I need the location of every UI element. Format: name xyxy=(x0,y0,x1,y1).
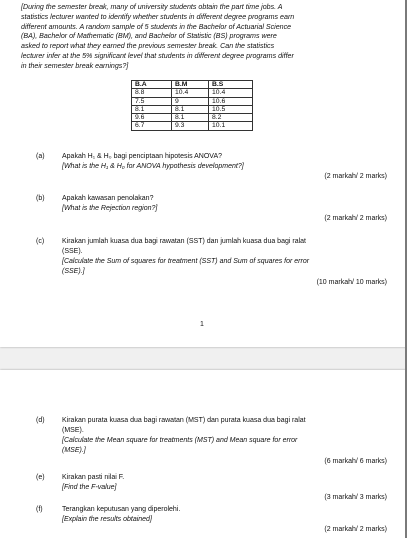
question-text-ms: Kirakan pasti nilai F. xyxy=(62,474,125,481)
table-cell: 9.3 xyxy=(172,122,209,130)
table-row xyxy=(132,122,253,130)
table-row xyxy=(132,105,253,113)
exam-page-2 xyxy=(0,370,407,538)
table-row xyxy=(132,114,253,122)
intro-line: in their semester break earnings?] xyxy=(21,61,129,70)
table-cell: 10.4 xyxy=(172,89,209,97)
question-f xyxy=(36,505,387,535)
earnings-table xyxy=(131,80,253,131)
table-cell: 10.1 xyxy=(209,122,253,130)
question-text-ms: Kirakan jumlah kuasa dua bagi rawatan (SST) dan jumlah kuasa dua bagi ralat xyxy=(62,238,306,245)
question-text-en: [Calculate the Mean square for treatments (MST) and Mean square for error xyxy=(62,437,298,444)
marks-label: (6 markah/ 6 marks) xyxy=(324,458,387,465)
question-e xyxy=(36,473,387,503)
table-header-cell: B.M xyxy=(172,81,209,89)
table-cell: 10.4 xyxy=(209,89,253,97)
table-header-cell: B.A xyxy=(132,81,172,89)
table-row xyxy=(132,89,253,97)
question-text-ms: (MSE). xyxy=(62,427,84,434)
marks-label: (2 markah/ 2 marks) xyxy=(324,526,387,533)
question-label: (d) xyxy=(36,417,45,424)
question-text-en: [Explain the results obtained] xyxy=(62,516,152,523)
question-label: (a) xyxy=(36,153,45,160)
table-header-cell: B.S xyxy=(209,81,253,89)
marks-label: (2 markah/ 2 marks) xyxy=(324,215,387,222)
question-label: (b) xyxy=(36,195,45,202)
table-cell: 10.6 xyxy=(209,97,253,105)
intro-line: different amounts. A random sample of 5 students in the Bachelor of Actuarial Science xyxy=(21,22,292,31)
question-label: (c) xyxy=(36,238,45,245)
page-number: 1 xyxy=(200,321,204,328)
question-label: (e) xyxy=(36,474,45,481)
intro-line: (BA), Bachelor of Mathematic (BM), and Bachelor of Statistic (BS) programs were xyxy=(21,32,277,41)
table-cell: 8.8 xyxy=(132,89,172,97)
question-c xyxy=(36,237,387,287)
question-text-en: [Find the F-value] xyxy=(62,484,117,491)
question-a xyxy=(36,152,387,182)
question-label: (f) xyxy=(36,506,43,513)
table-row xyxy=(132,97,253,105)
question-text-ms: Apakah kawasan penolakan? xyxy=(62,195,154,202)
question-d xyxy=(36,416,387,466)
question-text-en: (SSE).] xyxy=(62,268,85,275)
question-text-en: (MSE).] xyxy=(62,447,86,454)
question-text-ms: Kirakan purata kuasa dua bagi rawatan (MST) dan purata kuasa dua bagi ralat xyxy=(62,417,306,424)
table-cell: 8.1 xyxy=(132,105,172,113)
table-cell: 10.5 xyxy=(209,105,253,113)
intro-line: [During the semester break, many of university students obtain the part time jobs. A xyxy=(21,3,283,11)
table-header-row xyxy=(132,81,253,89)
intro-line: asked to report what they earned the previous semester break. Can the statistics xyxy=(21,42,275,51)
question-text-en: [What is the H₁ & H₀ for ANOVA hypothesis development?] xyxy=(62,163,244,170)
question-text-ms: Terangkan keputusan yang diperolehi. xyxy=(62,506,181,513)
marks-label: (2 markah/ 2 marks) xyxy=(324,173,387,180)
table-cell: 8.1 xyxy=(172,105,209,113)
marks-label: (3 markah/ 3 marks) xyxy=(324,494,387,501)
question-text-en: [What is the Rejection region?] xyxy=(62,205,158,212)
table-cell: 7.5 xyxy=(132,97,172,105)
intro-line: statistics lecturer wanted to identify whether students in different degree programs earn xyxy=(21,12,295,21)
question-intro xyxy=(21,3,389,72)
table-cell: 8.2 xyxy=(209,114,253,122)
intro-line: lecturer infer at the 5% significant level that students in different degree programs differ xyxy=(21,51,294,60)
table-cell: 8.1 xyxy=(172,114,209,122)
marks-label: (10 markah/ 10 marks) xyxy=(316,279,387,286)
question-text-en: [Calculate the Sum of squares for treatment (SST) and Sum of squares for error xyxy=(62,258,310,265)
table-cell: 6.7 xyxy=(132,122,172,130)
question-b xyxy=(36,194,387,224)
table-cell: 9 xyxy=(172,97,209,105)
question-text-ms: (SSE). xyxy=(62,248,83,255)
table-cell: 9.6 xyxy=(132,114,172,122)
question-text-ms: Apakah H₁ & H₀ bagi penciptaan hipotesis ANOVA? xyxy=(62,153,223,160)
